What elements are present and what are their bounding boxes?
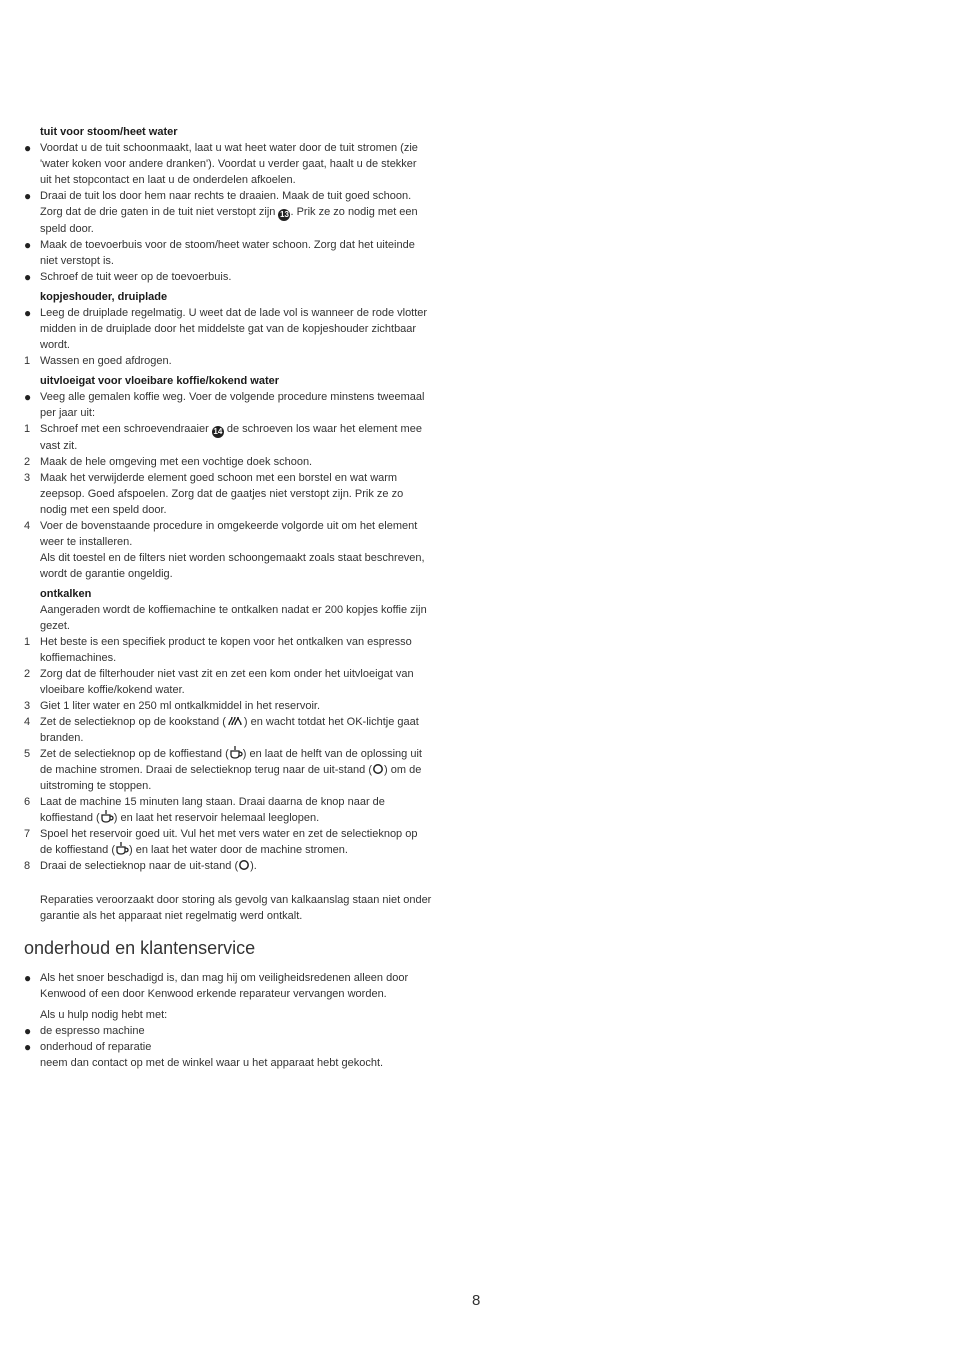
step-number: 1 bbox=[24, 355, 31, 367]
list-item: ● de espresso machine bbox=[0, 1023, 470, 1039]
off-symbol-icon bbox=[372, 763, 384, 775]
list-item: 6 Laat de machine 15 minuten lang staan. Draai daarna de knop naar de koffiestand ( ) en laat het reservoir helemaal leeglopen. bbox=[0, 794, 470, 826]
step-number: 1 bbox=[24, 636, 31, 648]
step-number: 7 bbox=[24, 828, 31, 840]
list-item: ● Leeg de druiplade regelmatig. U weet dat de lade vol is wanneer de rode vlotter midden in de druiplade door het middelste gat van de kopjeshouder zichtbaar wordt. bbox=[0, 305, 470, 353]
list-item: ● Veeg alle gemalen koffie weg. Voer de volgende procedure minstens tweemaal per jaar uit: bbox=[0, 389, 470, 421]
list-item: 1 Wassen en goed afdrogen. bbox=[0, 353, 470, 369]
ontkalken-note: Reparaties veroorzaakt door storing als gevolg van kalkaanslag staan niet onder garantie als het apparaat niet regelmatig werd ontkalt. bbox=[40, 894, 432, 922]
list-item: 3 Giet 1 liter water en 250 ml ontkalkmiddel in het reservoir. bbox=[0, 698, 470, 714]
section-heading-tuit: tuit voor stoom/heet water bbox=[40, 126, 178, 138]
closing-text: neem dan contact op met de winkel waar u het apparaat hebt gekocht. bbox=[40, 1057, 384, 1069]
part-ref-14: 14 bbox=[213, 427, 223, 436]
step-number: 4 bbox=[24, 716, 31, 728]
list-item: ● Schroef de tuit weer op de toevoerbuis. bbox=[0, 269, 470, 285]
step-number: 1 bbox=[24, 423, 31, 435]
section-heading-kopjes: kopjeshouder, druiplade bbox=[40, 291, 168, 303]
cup-symbol-icon bbox=[229, 746, 243, 759]
bullet: ● bbox=[24, 189, 32, 203]
step-number: 4 bbox=[24, 520, 31, 532]
list-item: 8 Draai de selectieknop naar de uit-stand ( ). bbox=[0, 858, 470, 874]
ontkalken-intro: Aangeraden wordt de koffiemachine te ontkalken nadat er 200 kopjes koffie zijn gezet. bbox=[40, 604, 427, 632]
section-heading-ontkalken: ontkalken bbox=[40, 588, 92, 600]
cup-symbol-icon bbox=[115, 842, 129, 855]
list-item: ● Maak de toevoerbuis voor de stoom/heet water schoon. Zorg dat het uiteinde niet verstopt is. bbox=[0, 237, 470, 269]
step-number: 3 bbox=[24, 700, 31, 712]
step-number: 6 bbox=[24, 796, 31, 808]
list-item: ● Als het snoer beschadigd is, dan mag hij om veiligheidsredenen alleen door Kenwood of een door Kenwood erkende reparateur vervangen worden. bbox=[0, 970, 470, 1002]
list-item: ● onderhoud of reparatie bbox=[0, 1039, 470, 1055]
section-title-onderhoud: onderhoud en klantenservice bbox=[24, 938, 256, 958]
bullet: ● bbox=[24, 1040, 32, 1054]
bullet: ● bbox=[24, 270, 32, 284]
list-item: 3 Maak het verwijderde element goed schoon met een borstel en wat warm zeepsop. Goed afspoelen. Zorg dat de gaatjes niet verstopt zijn. Prik ze zo nodig met een speld door. bbox=[0, 470, 470, 518]
step-number: 3 bbox=[24, 472, 31, 484]
boil-symbol-icon bbox=[226, 715, 244, 727]
section-heading-uitvloeigat: uitvloeigat voor vloeibare koffie/kokend water bbox=[40, 375, 280, 387]
list-item: ● Voordat u de tuit schoonmaakt, laat u wat heet water door de tuit stromen (zie 'water koken voor andere dranken'). Voordat u verder gaat, haalt u de stekker uit het stopcontact en laat u de onderdelen afkoelen. bbox=[0, 140, 470, 188]
list-item: 2 Zorg dat de filterhouder niet vast zit en zet een kom onder het uitvloeigat van vloeibare koffie/kokend water. bbox=[0, 666, 470, 698]
list-item: 1 Schroef met een schroevendraaier 14 de schroeven los waar het element mee vast zit. bbox=[0, 421, 470, 454]
list-item: 5 Zet de selectieknop op de koffiestand ( ) en laat de helft van de oplossing uit de machine stromen. Draai de selectieknop terug naar de uit-stand ( ) om de uitstroming te stoppen. bbox=[0, 746, 470, 794]
main-column bbox=[0, 124, 470, 1071]
list-item: 4 Zet de selectieknop op de kookstand ( ) en wacht totdat het OK-lichtje gaat branden. bbox=[0, 714, 470, 746]
bullet: ● bbox=[24, 306, 32, 320]
off-symbol-icon bbox=[238, 859, 250, 871]
part-ref-13: 13 bbox=[280, 210, 289, 219]
help-intro: Als u hulp nodig hebt met: bbox=[40, 1009, 168, 1021]
bullet: ● bbox=[24, 971, 32, 985]
list-item: 7 Spoel het reservoir goed uit. Vul het met vers water en zet de selectieknop op de koffiestand ( ) en laat het water door de machine stromen. bbox=[0, 826, 470, 858]
list-item: 1 Het beste is een specifiek product te kopen voor het ontkalken van espresso koffiemachines. bbox=[0, 634, 470, 666]
list-item: 4 Voer de bovenstaande procedure in omgekeerde volgorde uit om het element weer te installeren. Als dit toestel en de filters niet worden schoongemaakt zoals staat beschreven, wordt de garantie ongeldig. bbox=[0, 518, 470, 582]
step-number: 2 bbox=[24, 668, 31, 680]
step-number: 8 bbox=[24, 860, 31, 872]
bullet: ● bbox=[24, 390, 32, 404]
list-item: 2 Maak de hele omgeving met een vochtige doek schoon. bbox=[0, 454, 470, 470]
bullet: ● bbox=[24, 1024, 32, 1038]
step-number: 5 bbox=[24, 748, 31, 760]
step-number: 2 bbox=[24, 456, 31, 468]
page-number: 8 bbox=[472, 1292, 481, 1309]
bullet: ● bbox=[24, 238, 32, 252]
cup-symbol-icon bbox=[100, 810, 114, 823]
list-item: ● Draai de tuit los door hem naar rechts te draaien. Maak de tuit goed schoon. Zorg dat de drie gaten in de tuit niet verstopt zijn 13 . Prik ze zo nodig met een speld door. bbox=[0, 188, 470, 237]
bullet: ● bbox=[24, 141, 32, 155]
